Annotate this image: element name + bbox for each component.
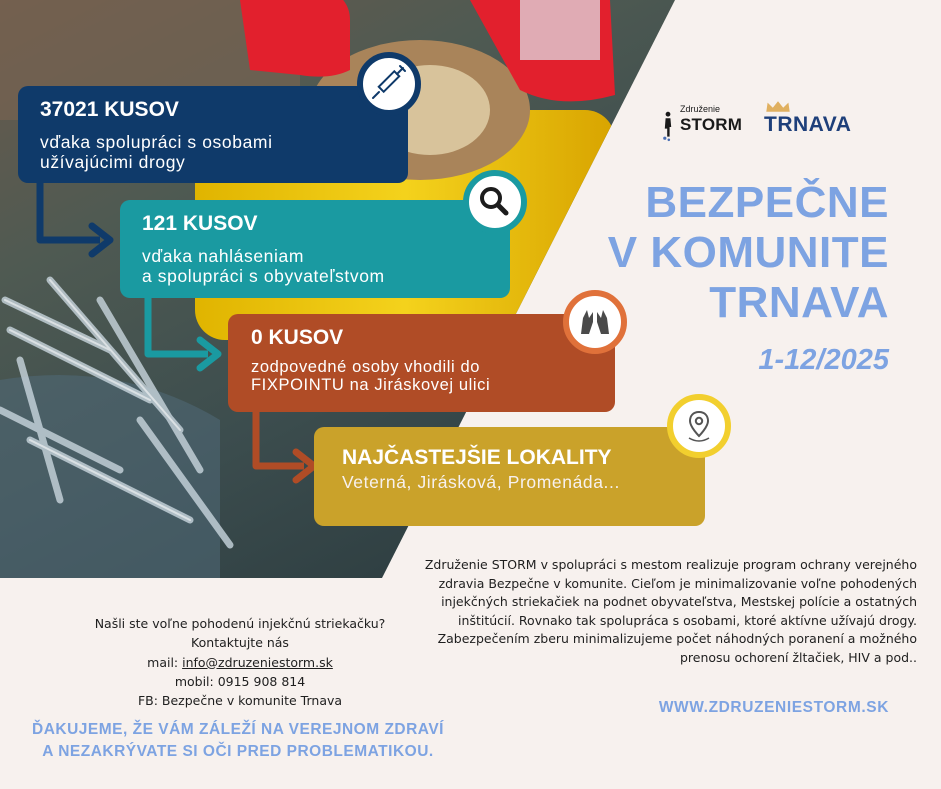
stat-text-line-2: užívajúcimi drogy [40, 152, 186, 172]
description-line: inštitúcií. Rovnako tak spolupráca s osobami, ktoré aktívne užívajú drogy. [458, 612, 917, 628]
location-pin-icon [667, 394, 731, 458]
stat-heading: NAJČASTEJŠIE LOKALITY [342, 446, 612, 469]
contact-mobile: mobil: 0915 908 814 [174, 673, 306, 689]
contact-block [60, 614, 420, 710]
title-line-3: TRNAVA [709, 278, 889, 327]
thanks-line-1: ĎAKUJEME, ŽE VÁM ZÁLEŽÍ NA VEREJNOM ZDRAVÍ [32, 721, 444, 738]
description-line: prenosu ochorení žltačiek, HIV a pod.. [679, 649, 917, 665]
mail-label: mail: [147, 654, 183, 670]
stat-heading: 37021 KUSOV [40, 98, 179, 121]
description-line: Zabezpečením zberu minimalizujeme počet náhodných poranení a možného [437, 631, 917, 647]
syringe-icon [357, 52, 421, 116]
page-title [608, 178, 889, 328]
walking-person-icon [660, 110, 676, 144]
description-line: injekčných striekačiek na podnet obyvateľstva, Mestskej polície a ostatných [441, 594, 917, 610]
trnava-logo-text: TRNAVA [764, 113, 852, 136]
gloves-icon [563, 290, 627, 354]
stat-text-line-2: a spolupráci s obyvateľstvom [142, 266, 385, 286]
storm-logo [660, 104, 760, 144]
partner-logos [660, 100, 890, 144]
contact-mail [60, 653, 420, 672]
stat-heading: 121 KUSOV [142, 212, 258, 235]
date-range: 1-12/2025 [758, 344, 889, 376]
title-line-2: V KOMUNITE [607, 228, 889, 277]
website-link[interactable]: WWW.ZDRUZENIESTORM.SK [658, 699, 889, 716]
stat-card-users [18, 86, 408, 183]
storm-logo-text: STORM [680, 115, 743, 134]
stat-text-line-1: zodpovedné osoby vhodili do [251, 358, 481, 376]
stat-text-line-1: vďaka spolupráci s osobami [40, 132, 273, 152]
contact-cta: Kontaktujte nás [191, 635, 289, 651]
stat-heading: 0 KUSOV [251, 326, 344, 349]
program-description [372, 556, 917, 668]
contact-facebook: FB: Bezpečne v komunite Trnava [137, 693, 343, 709]
contact-question: Našli ste voľne pohodenú injekčnú striekačku? [94, 616, 386, 631]
stat-card-locations [314, 427, 705, 526]
stat-text-line-2: FIXPOINTU na Jiráskovej ulici [251, 376, 491, 394]
magnifier-icon [463, 170, 527, 234]
title-line-1: BEZPEČNE [645, 178, 889, 227]
stat-card-reports [120, 200, 510, 298]
thanks-message [0, 719, 476, 763]
description-line: zdravia Bezpečne v komunite. Cieľom je minimalizovanie voľne pohodených [438, 575, 917, 591]
stat-text-line-1: Veterná, Jirásková, Promenáda... [342, 472, 620, 492]
thanks-line-2: A NEZAKRÝVATE SI OČI PRED PROBLEMATIKOU. [42, 743, 434, 760]
stat-card-fixpoint [228, 314, 615, 412]
stat-text-line-1: vďaka nahláseniam [142, 246, 305, 266]
description-line: Združenie STORM v spolupráci s mestom realizuje program ochrany verejného [424, 557, 917, 572]
crown-icon [765, 100, 791, 113]
storm-logo-small-text: Združenie [680, 104, 721, 114]
email-link[interactable]: info@zdruzeniestorm.sk [182, 654, 333, 670]
